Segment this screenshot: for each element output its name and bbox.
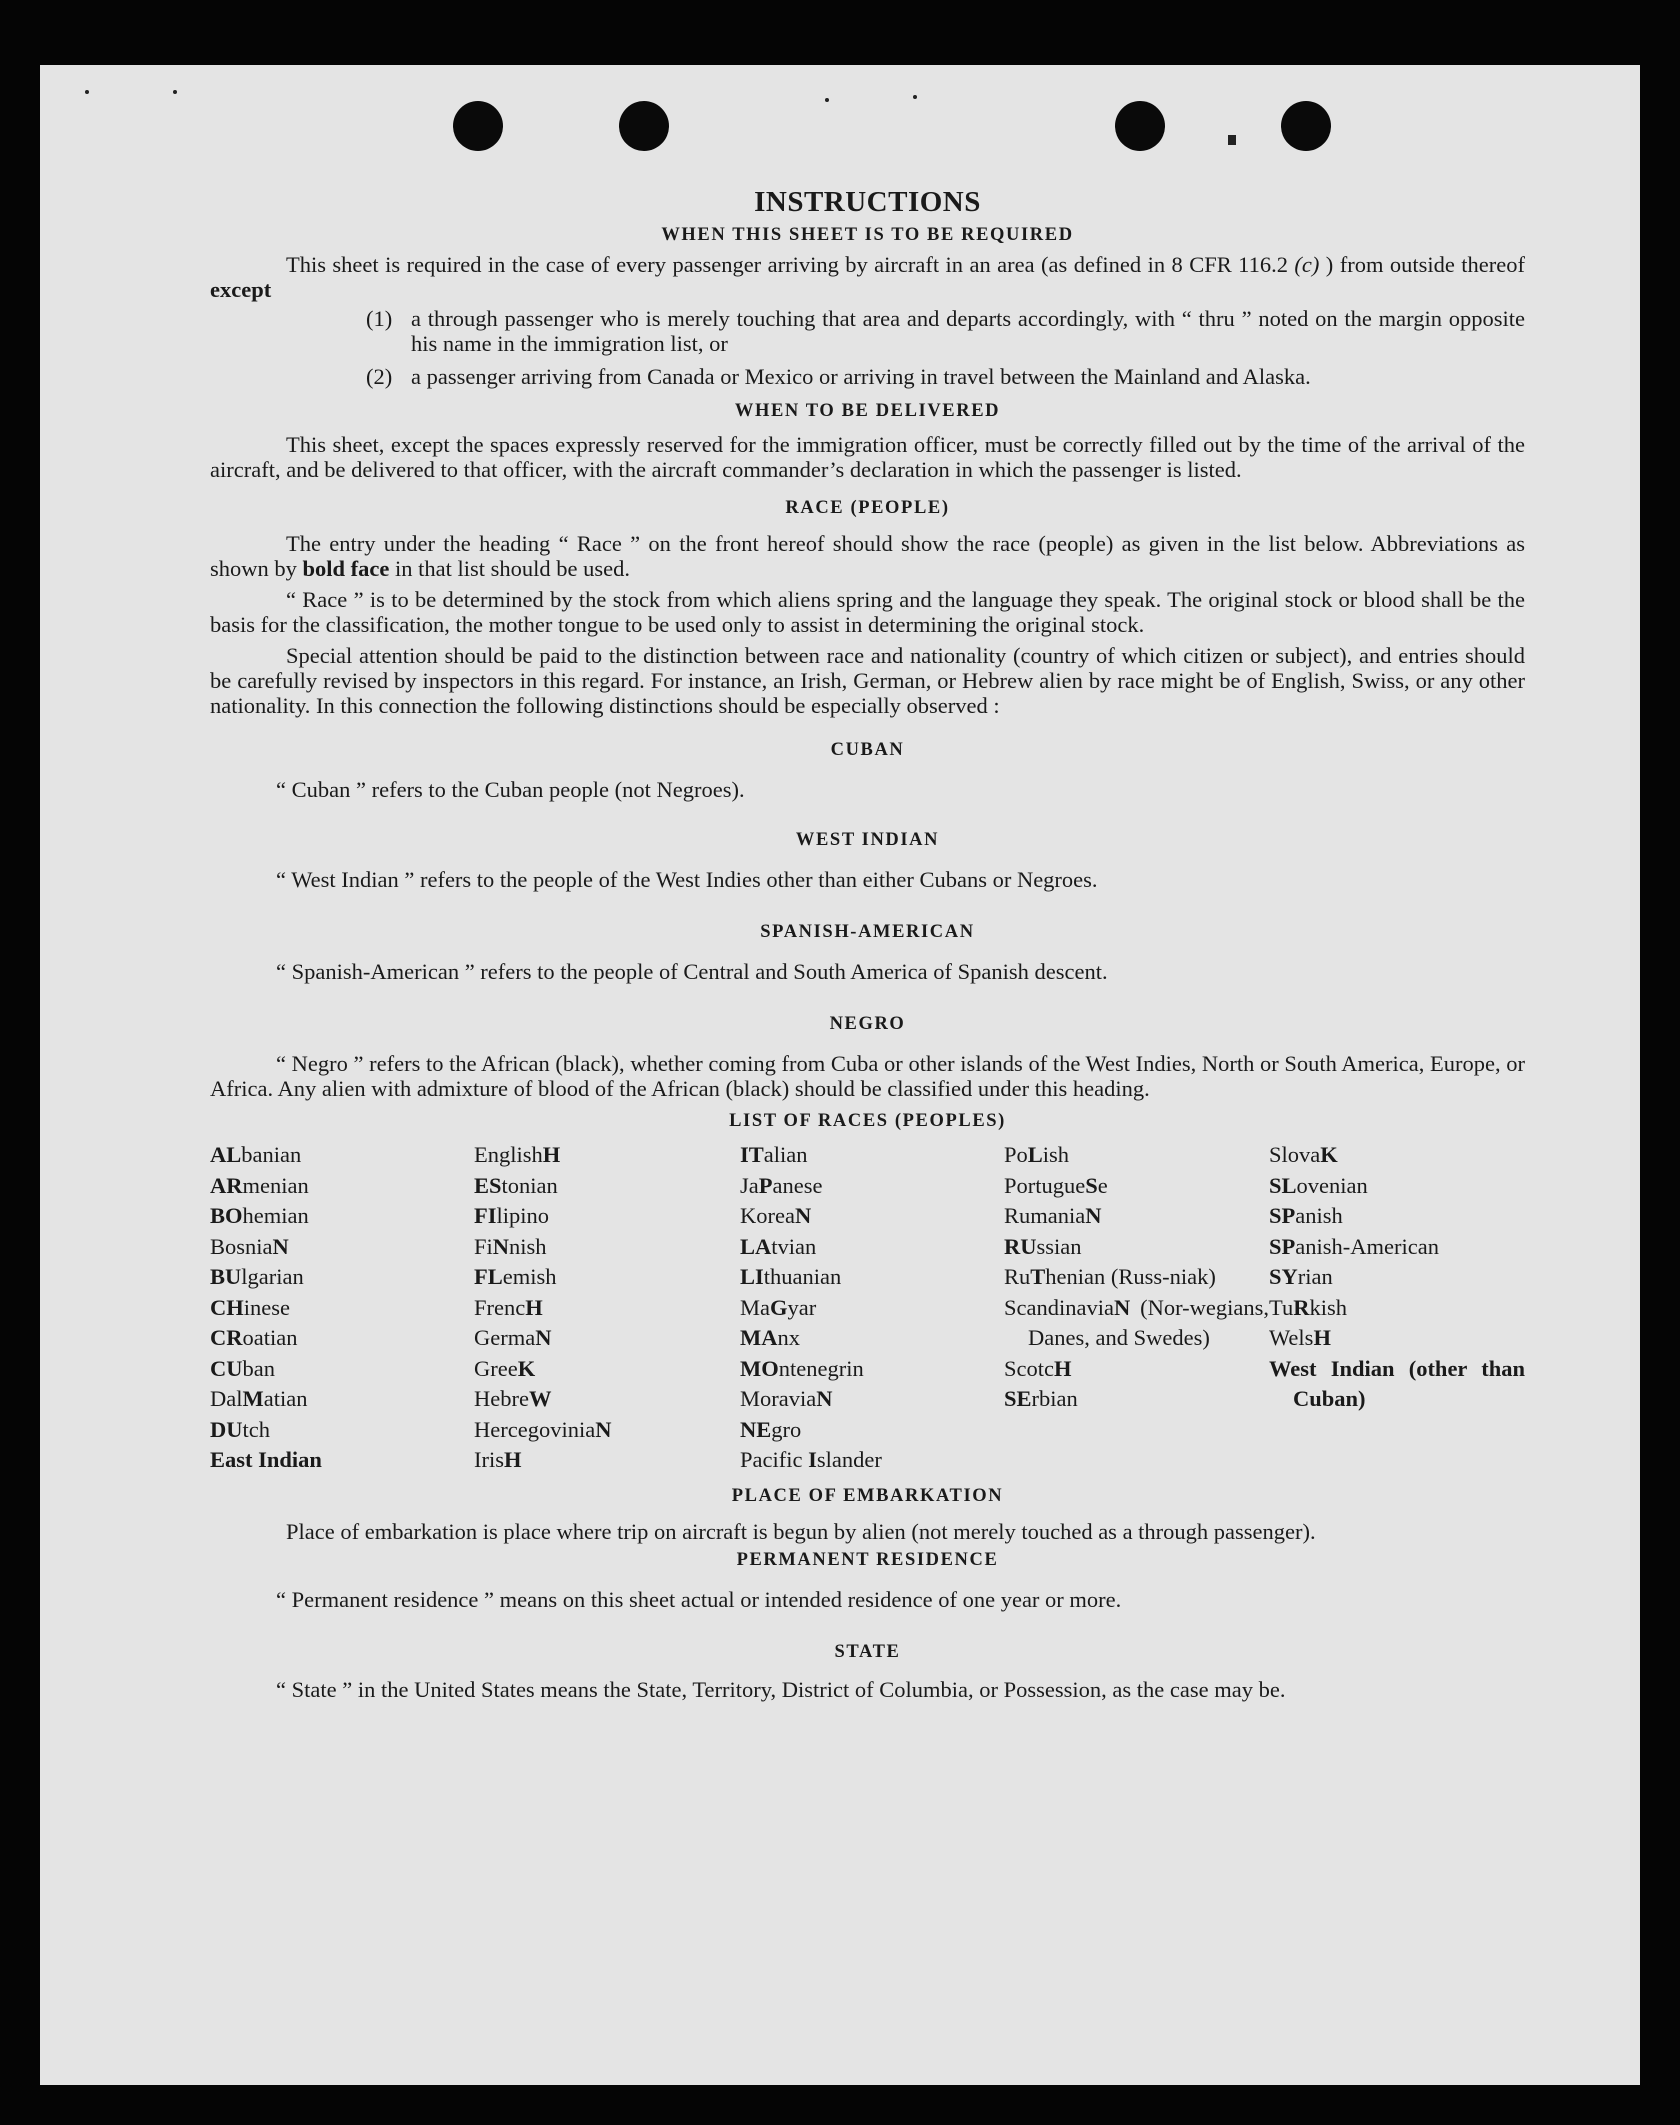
race-entry: CRoatian [210,1325,298,1350]
list-item [366,364,1525,389]
intro-except: except [210,277,272,302]
races-column [210,1140,474,1476]
race-entry: FrencH [474,1294,543,1320]
permanent-residence-text: “ Permanent residence ” means on this sheet actual or intended residence of one year or more. [276,1586,1122,1612]
heading-when-delivered: WHEN TO BE DELIVERED [734,401,1001,421]
race-entry: SLovenian [1269,1172,1368,1198]
race-entry: FIlipino [474,1203,550,1228]
race-entry: BUlgarian [210,1264,304,1289]
race-entry: EStonian [474,1172,558,1198]
race-entry: DUtch [210,1416,270,1442]
heading-race: RACE (PEOPLE) [785,498,950,518]
race-entry: HercegoviniaN [474,1416,612,1442]
race-entry: LIthuanian [740,1264,842,1289]
heading-state: STATE [834,1641,901,1662]
heading-cuban: CUBAN [830,740,905,760]
race-entry: SPanish-American [1269,1233,1439,1259]
races-column [1269,1140,1525,1476]
race-paragraph-2: “ Race ” is to be determined by the stock from which aliens spring and the language they speak. The original stock or blood shall be the basis for the classification, the mother tongue to be used only to assist in determining the original stock. [210,587,1525,637]
punch-hole [1281,101,1331,151]
race-entry: ALbanian [210,1142,302,1167]
speck [173,90,177,94]
when-delivered-text: This sheet, except the spaces expressly reserved for the immigration officer, must be correctly filled out by the time of the arrival of the aircraft, and be delivered to that officer, with the aircraft commander’s declaration in which the passenger is listed. [210,432,1525,482]
race-entry: SPanish [1269,1203,1343,1228]
bold-face-term: bold face [302,556,390,581]
heading-spanish-american: SPANISH-AMERICAN [760,922,975,942]
race-entry: EnglishH [474,1142,561,1167]
race-entry: TuRkish [1269,1294,1347,1320]
race-entry: MoraviaN [740,1386,833,1411]
heading-negro: NEGRO [829,1014,906,1034]
race-entry: SYrian [1269,1264,1333,1289]
race-entry: ARmenian [210,1172,309,1198]
embarkation-text: Place of embarkation is place where trip on aircraft is begun by alien (not merely touched as a through passenger). [286,1518,1316,1544]
race-entry: PoLish [1004,1142,1070,1167]
item-text: a passenger arriving from Canada or Mexico or arriving in travel between the Mainland and Alaska. [411,364,1311,389]
heading-west-indian: WEST INDIAN [795,830,940,850]
race-entry: East Indian [210,1447,322,1472]
race-entry: JaPanese [740,1172,823,1198]
race-entry: HebreW [474,1386,552,1411]
race-entry: GermaN [474,1325,552,1350]
race-text: in that list should be used. [389,556,631,581]
race-entry: SErbian [1004,1386,1078,1411]
race-entry: PortugueSe [1004,1172,1108,1198]
race-text: The entry under the heading “ Race ” on the front hereof should show the race (people) as given in the list below. Abbreviations as shown by [210,531,1525,581]
race-entry: IrisH [474,1447,522,1472]
state-text: “ State ” in the United States means the State, Territory, District of Columbia, or Possession, as the case may be. [276,1676,1286,1702]
race-entry: GreeK [474,1355,536,1381]
punch-hole [1115,101,1165,151]
intro-text: ) from outside thereof [1319,252,1526,277]
race-entry: NEgro [740,1416,802,1442]
race-entry: WelsH [1269,1325,1331,1350]
race-entry: SlovaK [1269,1142,1338,1167]
document-sheet [40,65,1640,2085]
speck [1228,135,1236,145]
cuban-text: “ Cuban ” refers to the Cuban people (not Negroes). [276,777,745,802]
intro-subsection: (c) [1294,252,1320,277]
race-entry: RuThenian (Russ-niak) [1004,1264,1216,1289]
race-entry: ScandinaviaN (Nor-wegians, Danes, and Swedes) [1004,1294,1269,1350]
heading-list-of-races: LIST OF RACES (PEOPLES) [729,1111,1006,1131]
page-title: INSTRUCTIONS [754,186,981,218]
race-entry: FLemish [474,1264,557,1289]
punch-hole [453,101,503,151]
race-entry: West Indian (other than Cuban) [1269,1355,1525,1411]
speck [913,95,917,99]
speck [85,90,89,94]
race-entry: BOhemian [210,1203,309,1228]
race-entry: FiNnish [474,1233,547,1259]
race-entry: CHinese [210,1294,290,1320]
race-entry: KoreaN [740,1203,812,1228]
race-entry: RumaniaN [1004,1203,1102,1228]
item-number: (1) [366,306,393,331]
race-entry: DalMatian [210,1386,308,1411]
when-required-intro [210,252,1525,302]
race-entry: MAnx [740,1325,800,1350]
heading-permanent-residence: PERMANENT RESIDENCE [736,1549,999,1570]
races-column [474,1140,740,1476]
races-column [1004,1140,1269,1476]
race-entry: RUssian [1004,1233,1082,1259]
negro-text: “ Negro ” refers to the African (black), whether coming from Cuba or other islands of the West Indies, North or South America, Europe, or Africa. Any alien with admixture of blood of the African (black) should be classified under this heading. [210,1051,1525,1101]
list-item [366,306,1525,356]
heading-embarkation: PLACE OF EMBARKATION [731,1485,1004,1506]
race-entry: CUban [210,1355,275,1381]
race-entry: ITalian [740,1142,808,1167]
item-number: (2) [366,364,393,389]
race-entry: LAtvian [740,1233,817,1259]
heading-when-required: WHEN THIS SHEET IS TO BE REQUIRED [661,225,1074,245]
intro-text: This sheet is required in the case of every passenger arriving by aircraft in an area (as defined in 8 CFR 116.2 [286,252,1295,277]
speck [825,98,829,102]
races-list [210,1140,1525,1476]
race-entry: MOntenegrin [740,1355,864,1381]
west-indian-text: “ West Indian ” refers to the people of the West Indies other than either Cubans or Negroes. [276,867,1098,892]
race-entry: MaGyar [740,1294,817,1320]
instructions-body [210,186,1526,1702]
race-entry: BosniaN [210,1233,289,1259]
races-column [740,1140,1004,1476]
race-paragraph-1 [210,531,1525,581]
race-paragraph-3: Special attention should be paid to the distinction between race and nationality (country of which citizen or subject), and entries should be carefully revised by inspectors in this regard. For instance, an Irish, German, or Hebrew alien by race might be of English, Swiss, or any other nationality. In this connection the following distinctions should be especially observed : [210,643,1525,718]
item-text: a through passenger who is merely touching that area and departs accordingly, with “ thru ” noted on the margin opposite his name in the immigration list, or [411,306,1525,356]
race-entry: Pacific Islander [740,1447,882,1472]
race-entry: ScotcH [1004,1355,1072,1381]
punch-hole [619,101,669,151]
spanish-american-text: “ Spanish-American ” refers to the people of Central and South America of Spanish descent. [276,959,1108,984]
